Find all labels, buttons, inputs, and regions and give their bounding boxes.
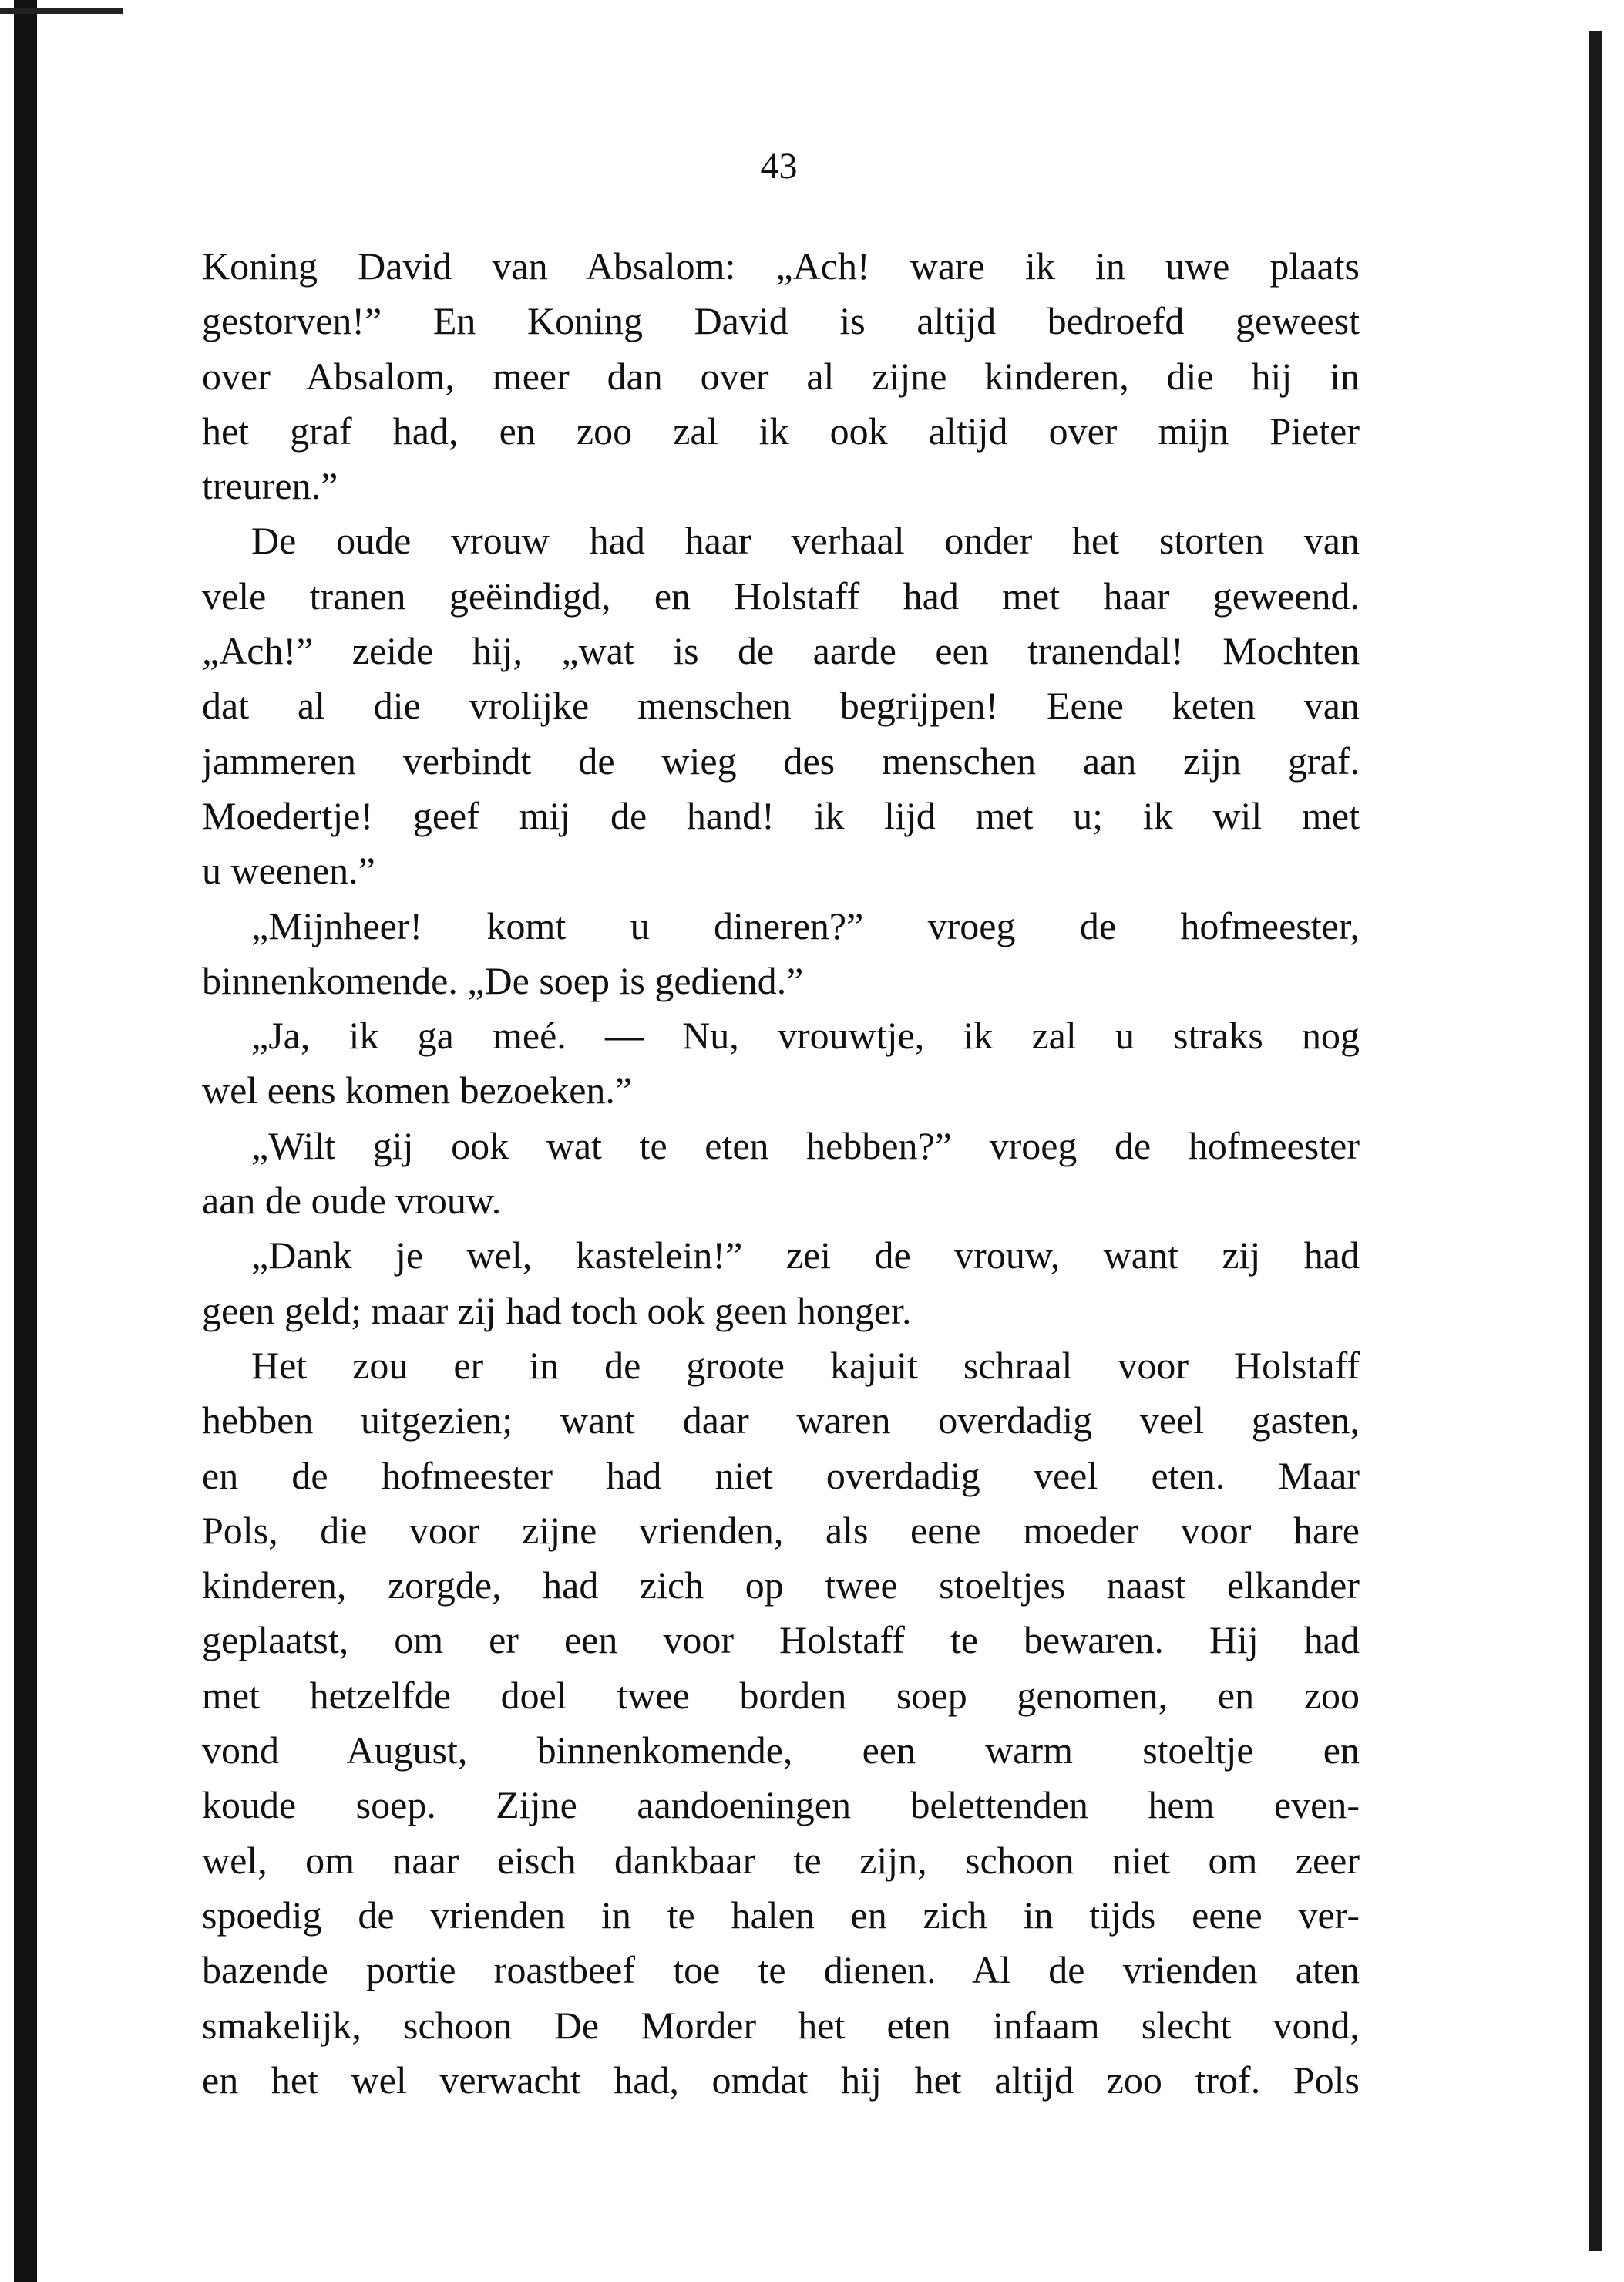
- text-line: „Ach!” zeide hij, „wat is de aarde een tranendal! Mochten: [202, 629, 1360, 673]
- text-line: jammeren verbindt de wieg des menschen aan zijn graf.: [202, 739, 1360, 783]
- text-line: over Absalom, meer dan over al zijne kinderen, die hij in: [202, 354, 1360, 398]
- text-line: treuren.”: [202, 464, 338, 508]
- scan-edge-left: [14, 0, 37, 2282]
- text-line: wel, om naar eisch dankbaar te zijn, schoon niet om zeer: [202, 1838, 1360, 1882]
- scan-edge-corner: [0, 8, 123, 14]
- text-line: geen geld; maar zij had toch ook geen honger.: [202, 1288, 912, 1332]
- text-line: aan de oude vrouw.: [202, 1179, 502, 1223]
- text-line: smakelijk, schoon De Morder het eten infaam slecht vond,: [202, 2003, 1360, 2047]
- text-line: en het wel verwacht had, omdat hij het altijd zoo trof. Pols: [202, 2058, 1360, 2102]
- text-line: het graf had, en zoo zal ik ook altijd over mijn Pieter: [202, 409, 1360, 453]
- body-text: [202, 239, 1360, 2108]
- text-line: wel eens komen bezoeken.”: [202, 1069, 633, 1112]
- text-line: Pols, die voor zijne vrienden, als eene moeder voor hare: [202, 1508, 1360, 1552]
- text-line: u weenen.”: [202, 849, 375, 893]
- text-line: „Mijnheer! komt u dineren?” vroeg de hofmeester,: [251, 904, 1360, 947]
- text-line: en de hofmeester had niet overdadig veel eten. Maar: [202, 1453, 1360, 1497]
- text-line: hebben uitgezien; want daar waren overdadig veel gasten,: [202, 1398, 1360, 1442]
- text-line: gestorven!” En Koning David is altijd bedroefd geweest: [202, 299, 1360, 343]
- scan-edge-right: [1589, 31, 1602, 2251]
- text-line: kinderen, zorgde, had zich op twee stoeltjes naast elkander: [202, 1563, 1360, 1607]
- page-number-text: 43: [760, 146, 798, 187]
- text-line: Koning David van Absalom: „Ach! ware ik in uwe plaats: [202, 244, 1360, 288]
- text-line: Het zou er in de groote kajuit schraal voor Holstaff: [251, 1343, 1360, 1387]
- text-line: binnenkomende. „De soep is gediend.”: [202, 958, 804, 1002]
- text-line: „Wilt gij ook wat te eten hebben?” vroeg de hofmeester: [251, 1123, 1360, 1167]
- text-line: „Dank je wel, kastelein!” zei de vrouw, want zij had: [251, 1234, 1360, 1277]
- text-line: koude soep. Zijne aandoeningen belettenden hem even-: [202, 1783, 1360, 1827]
- page-number: [0, 145, 1624, 187]
- text-line: geplaatst, om er een voor Holstaff te bewaren. Hij had: [202, 1618, 1360, 1662]
- text-line: spoedig de vrienden in te halen en zich in tijds eene ver-: [202, 1893, 1360, 1937]
- text-line: dat al die vrolijke menschen begrijpen! Eene keten van: [202, 684, 1360, 728]
- text-line: Moedertje! geef mij de hand! ik lijd met u; ik wil met: [202, 793, 1360, 837]
- text-line: vele tranen geëindigd, en Holstaff had met haar geweend.: [202, 574, 1360, 618]
- text-line: bazende portie roastbeef toe te dienen. Al de vrienden aten: [202, 1948, 1360, 1992]
- text-line: „Ja, ik ga meé. — Nu, vrouwtje, ik zal u straks nog: [251, 1014, 1360, 1058]
- text-line: De oude vrouw had haar verhaal onder het storten van: [251, 519, 1360, 563]
- text-line: vond August, binnenkomende, een warm stoeltje en: [202, 1728, 1360, 1772]
- text-line: met hetzelfde doel twee borden soep genomen, en zoo: [202, 1673, 1360, 1717]
